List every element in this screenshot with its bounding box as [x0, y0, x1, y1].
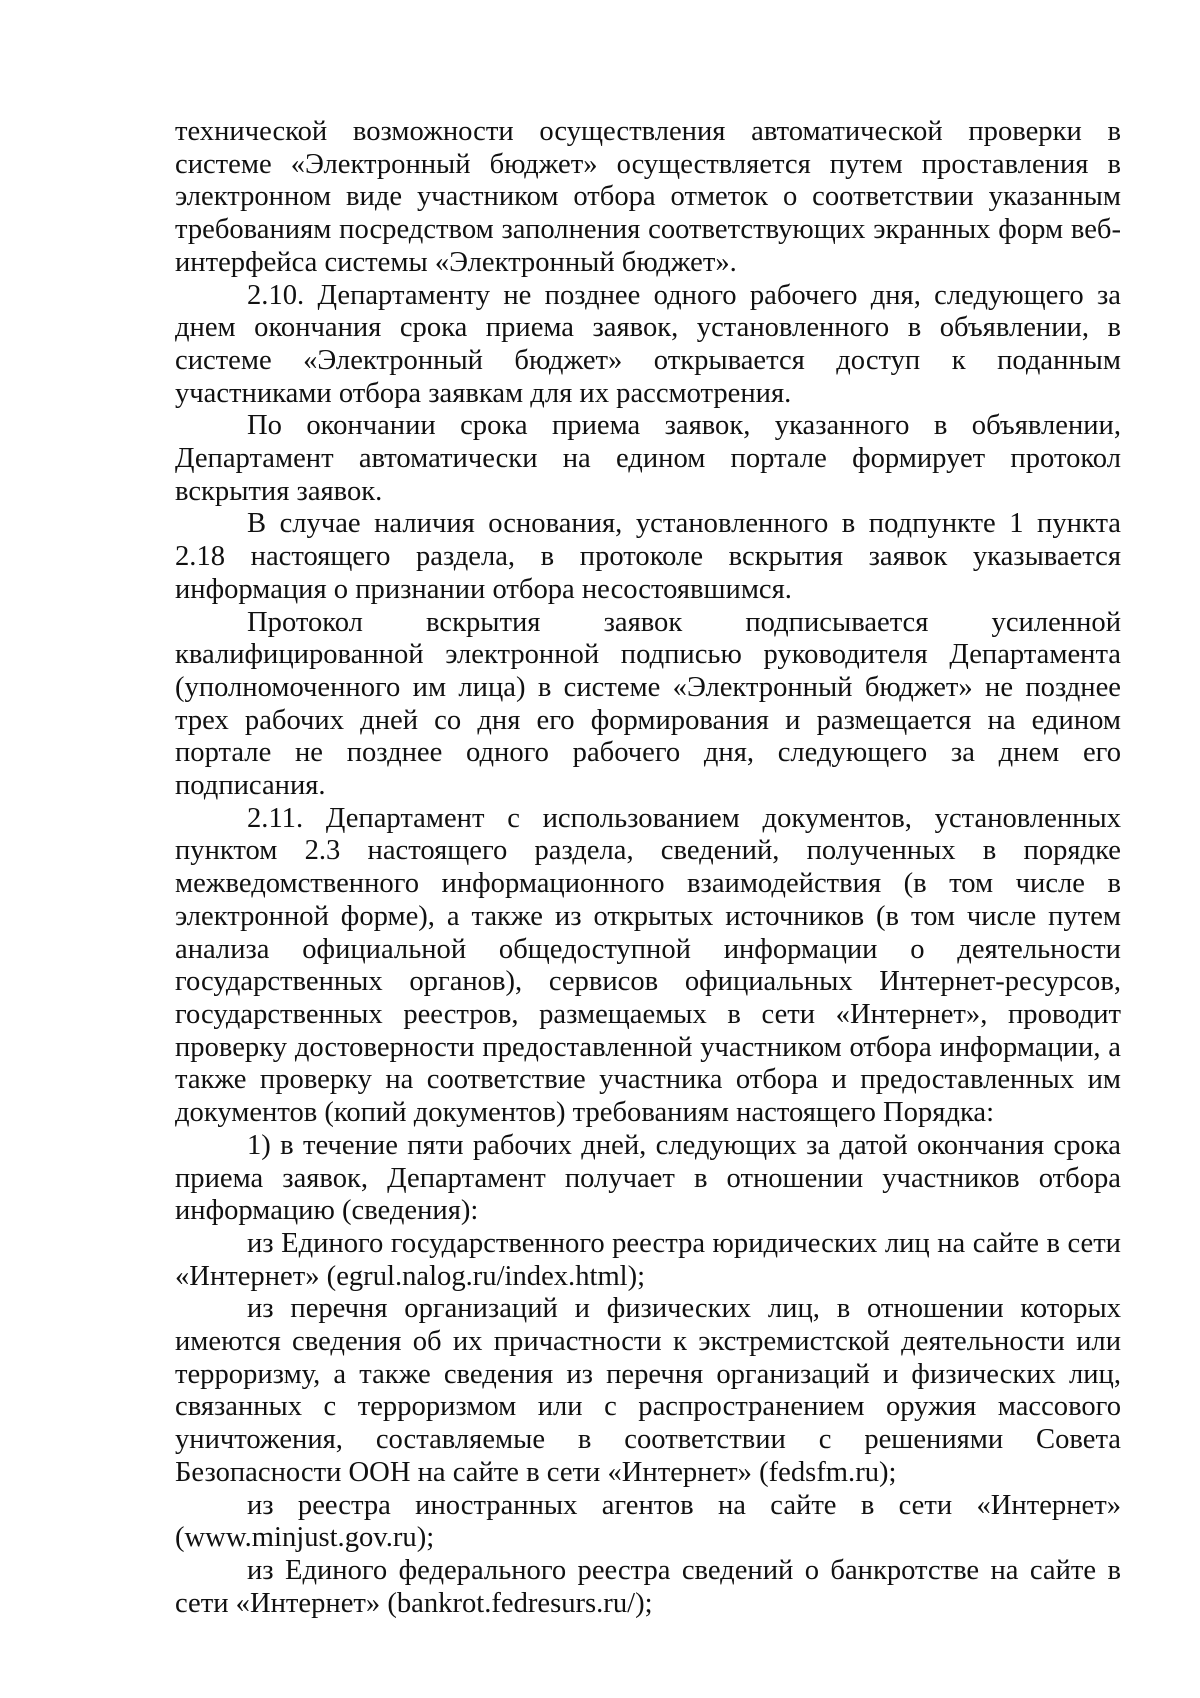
paragraph-opening-protocol: По окончании срока приема заявок, указанного в объявлении, Департамент автоматически на едином портале формирует протокол вскрытия заявок.: [175, 410, 1121, 507]
paragraph-egrul: из Единого государственного реестра юридических лиц на сайте в сети «Интернет» (egrul.nalog.ru/index.html);: [175, 1227, 1121, 1292]
paragraph-bankruptcy: из Единого федерального реестра сведений о банкротстве на сайте в сети «Интернет» (bankrot.fedresurs.ru/);: [175, 1554, 1121, 1619]
document-body: [175, 116, 1121, 1620]
paragraph-2-10: 2.10. Департаменту не позднее одного рабочего дня, следующего за днем окончания срока приема заявок, установленного в объявлении, в системе «Электронный бюджет» открывается доступ к поданным участниками отбора заявкам для их рассмотрения.: [175, 279, 1121, 409]
paragraph-fedsfm: из перечня организаций и физических лиц, в отношении которых имеются сведения об их причастности к экстремистской деятельности или терроризму, а также сведения из перечня организаций и физических лиц, связанных с терроризмом или с распространением оружия массового уничтожения, составляемые в соответствии с решениями Совета Безопасности ООН на сайте в сети «Интернет» (fedsfm.ru);: [175, 1293, 1121, 1488]
paragraph-foreign-agents: из реестра иностранных агентов на сайте в сети «Интернет» (www.minjust.gov.ru);: [175, 1489, 1121, 1554]
paragraph-subitem-1: 1) в течение пяти рабочих дней, следующих за датой окончания срока приема заявок, Департамент получает в отношении участников отбора информацию (сведения):: [175, 1129, 1121, 1227]
paragraph-failed-selection: В случае наличия основания, установленного в подпункте 1 пункта 2.18 настоящего раздела, в протоколе вскрытия заявок указывается информация о признании отбора несостоявшимся.: [175, 508, 1121, 605]
paragraph-protocol-signing: Протокол вскрытия заявок подписывается усиленной квалифицированной электронной подписью руководителя Департамента (уполномоченного им лица) в системе «Электронный бюджет» не позднее трех рабочих дней со дня его формирования и размещается на едином портале не позднее одного рабочего дня, следующего за днем его подписания.: [175, 606, 1121, 802]
paragraph-continuation: технической возможности осуществления автоматической проверки в системе «Электронный бюджет» осуществляется путем проставления в электронном виде участником отбора отметок о соответствии указанным требованиям посредством заполнения соответствующих экранных форм веб-интерфейса системы «Электронный бюджет».: [175, 116, 1121, 278]
paragraph-2-11: 2.11. Департамент с использованием документов, установленных пунктом 2.3 настоящего раздела, сведений, полученных в порядке межведомственного информационного взаимодействия (в том числе в электронной форме), а также из открытых источников (в том числе путем анализа официальной общедоступной информации о деятельности государственных органов), сервисов официальных Интернет-ресурсов, государственных реестров, размещаемых в сети «Интернет», проводит проверку достоверности предоставленной участником отбора информации, а также проверку на соответствие участника отбора и предоставленных им документов (копий документов) требованиям настоящего Порядка:: [175, 802, 1121, 1129]
